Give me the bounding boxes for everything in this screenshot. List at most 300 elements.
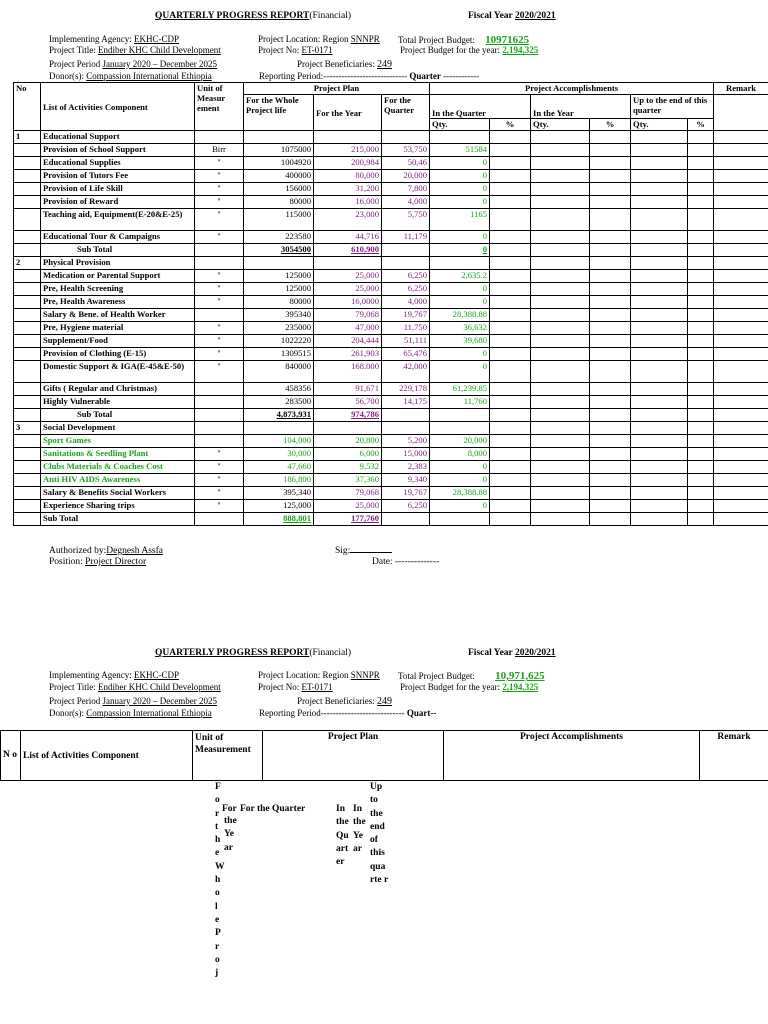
- cell-up-to-qty: [631, 209, 688, 231]
- cell-in-quarter-pct: [490, 170, 531, 183]
- cell-for-quarter: 4,000: [382, 296, 430, 309]
- cell-remark: [714, 270, 768, 283]
- cell-for-quarter: 5,750: [382, 209, 430, 231]
- cell-in-quarter-qty: 8,000: [430, 448, 490, 461]
- authorized-by: Authorized by:Degnesh Assfa: [49, 546, 163, 556]
- table-row: [14, 383, 768, 396]
- cell-up-to-pct: [688, 322, 714, 335]
- cell-remark: [714, 461, 768, 474]
- cell-up-to-pct: [688, 157, 714, 170]
- cell-in-year-qty: [531, 270, 590, 283]
- cell-no: [14, 157, 41, 170]
- cell-remark: [714, 422, 768, 435]
- cell-for-year: 16,000: [314, 196, 382, 209]
- cell-remark: [714, 500, 768, 513]
- cell-in-quarter-pct: [490, 487, 531, 500]
- cell-in-quarter-pct: [490, 196, 531, 209]
- cell-for-year: 974,786: [314, 409, 382, 422]
- cell-for-quarter: [382, 257, 430, 270]
- position: Position: Project Director: [49, 557, 147, 567]
- report1-project-no: Project No: ET-0171: [258, 45, 333, 55]
- header-qty: Qty.: [631, 119, 688, 131]
- header-remark-blank: [714, 95, 768, 131]
- table-row: [14, 448, 768, 461]
- table-row: [14, 144, 768, 157]
- cell-up-to-qty: [631, 474, 688, 487]
- cell-in-quarter-pct: [490, 244, 531, 257]
- cell-in-quarter-pct: [490, 131, 531, 144]
- cell-whole-life: 223580: [244, 231, 314, 244]
- table-row: [14, 270, 768, 283]
- cell-in-year-pct: [590, 474, 631, 487]
- cell-activity: Educational Tour & Campaigns: [41, 231, 195, 244]
- cell-in-quarter-qty: 0: [430, 196, 490, 209]
- cell-no: [14, 309, 41, 322]
- report1-agency: Implementing Agency: EKHC-CDP: [49, 34, 179, 44]
- cell-no: [14, 487, 41, 500]
- cell-in-quarter-qty: [430, 409, 490, 422]
- cell-in-quarter-qty: 0: [430, 461, 490, 474]
- t2-col-in-year: In the Ye ar: [353, 804, 366, 854]
- cell-in-year-pct: [590, 461, 631, 474]
- cell-up-to-pct: [688, 209, 714, 231]
- cell-in-quarter-qty: 28,388.88: [430, 487, 490, 500]
- cell-no: [14, 448, 41, 461]
- report2-total-budget: Total Project Budget: 10,971,625: [398, 670, 545, 682]
- cell-for-quarter: 50,46: [382, 157, 430, 170]
- cell-for-year: 200,984: [314, 157, 382, 170]
- t2-col-up-to: Up to the end of this qua rte r: [370, 782, 389, 886]
- cell-no: [14, 409, 41, 422]
- cell-remark: [714, 144, 768, 157]
- cell-in-year-pct: [590, 270, 631, 283]
- cell-whole-life: 3054500: [244, 244, 314, 257]
- cell-activity: Supplement/Food: [41, 335, 195, 348]
- cell-activity: Teaching aid, Equipment(E-20&E-25): [41, 209, 195, 231]
- cell-unit: [195, 131, 244, 144]
- table-row: [14, 283, 768, 296]
- report2-donor: Donor(s): Compassion International Ethiopia: [49, 708, 212, 718]
- header-qty: Qty.: [531, 119, 590, 131]
- cell-for-year: 20,800: [314, 435, 382, 448]
- cell-no: 3: [14, 422, 41, 435]
- header-accomplishments: Project Accomplishments: [430, 83, 714, 95]
- cell-in-year-pct: [590, 131, 631, 144]
- cell-in-year-qty: [531, 231, 590, 244]
- cell-for-quarter: 53,750: [382, 144, 430, 157]
- header-pct: %: [490, 119, 531, 131]
- cell-remark: [714, 196, 768, 209]
- table-row: [14, 322, 768, 335]
- table-row: [14, 196, 768, 209]
- cell-in-quarter-pct: [490, 183, 531, 196]
- cell-in-year-qty: [531, 487, 590, 500]
- table-row: [14, 157, 768, 170]
- cell-whole-life: 840000: [244, 361, 314, 383]
- cell-whole-life: 1004920: [244, 157, 314, 170]
- cell-in-year-qty: [531, 461, 590, 474]
- cell-in-year-pct: [590, 231, 631, 244]
- cell-unit: '': [195, 270, 244, 283]
- cell-in-year-qty: [531, 396, 590, 409]
- cell-up-to-qty: [631, 461, 688, 474]
- cell-unit: '': [195, 296, 244, 309]
- cell-in-quarter-pct: [490, 209, 531, 231]
- report2-project-no: Project No: ET-0171: [258, 682, 333, 692]
- cell-in-quarter-pct: [490, 409, 531, 422]
- cell-activity: Provision of Life Skill: [41, 183, 195, 196]
- cell-unit: '': [195, 487, 244, 500]
- report1-location: Project Location: Region SNNPR: [258, 34, 380, 44]
- cell-whole-life: 125,000: [244, 500, 314, 513]
- date: Date: --------------: [372, 557, 440, 567]
- cell-no: [14, 461, 41, 474]
- cell-no: [14, 348, 41, 361]
- cell-for-year: [314, 131, 382, 144]
- cell-whole-life: 1022220: [244, 335, 314, 348]
- cell-unit: [195, 309, 244, 322]
- cell-in-year-qty: [531, 309, 590, 322]
- cell-for-year: 79,068: [314, 487, 382, 500]
- cell-unit: [195, 257, 244, 270]
- cell-no: 1: [14, 131, 41, 144]
- cell-remark: [714, 231, 768, 244]
- cell-for-year: 79,068: [314, 309, 382, 322]
- cell-whole-life: 395,340: [244, 487, 314, 500]
- cell-remark: [714, 170, 768, 183]
- cell-for-quarter: 9,340: [382, 474, 430, 487]
- cell-in-year-pct: [590, 283, 631, 296]
- cell-in-year-qty: [531, 144, 590, 157]
- cell-up-to-pct: [688, 448, 714, 461]
- cell-up-to-qty: [631, 196, 688, 209]
- report1-period: Project Period January 2020 – December 2025: [49, 59, 217, 69]
- cell-for-quarter: 6,250: [382, 283, 430, 296]
- cell-for-quarter: 229,178: [382, 383, 430, 396]
- cell-in-year-pct: [590, 422, 631, 435]
- cell-in-year-pct: [590, 487, 631, 500]
- cell-whole-life: 235000: [244, 322, 314, 335]
- header-qty: Qty.: [430, 119, 490, 131]
- cell-unit: '': [195, 196, 244, 209]
- cell-for-year: 215,000: [314, 144, 382, 157]
- cell-whole-life: 888,801: [244, 513, 314, 526]
- cell-activity: Pre, Hygiene material: [41, 322, 195, 335]
- cell-in-quarter-pct: [490, 257, 531, 270]
- cell-in-year-pct: [590, 335, 631, 348]
- table-row: [14, 335, 768, 348]
- cell-unit: '': [195, 183, 244, 196]
- cell-up-to-pct: [688, 170, 714, 183]
- cell-in-quarter-qty: 0: [430, 231, 490, 244]
- cell-in-year-qty: [531, 335, 590, 348]
- cell-no: [14, 209, 41, 231]
- cell-activity: Provision of Reward: [41, 196, 195, 209]
- cell-unit: '': [195, 231, 244, 244]
- cell-activity: Physical Provision: [41, 257, 195, 270]
- cell-in-year-qty: [531, 170, 590, 183]
- cell-in-quarter-qty: [430, 131, 490, 144]
- table-row: [14, 257, 768, 270]
- cell-in-year-pct: [590, 396, 631, 409]
- cell-in-quarter-qty: [430, 422, 490, 435]
- table-row: [14, 348, 768, 361]
- table-row: [14, 170, 768, 183]
- t2-header-accomplishments: Project Accomplishments: [444, 731, 700, 781]
- cell-whole-life: 186,800: [244, 474, 314, 487]
- cell-in-year-qty: [531, 244, 590, 257]
- cell-up-to-pct: [688, 231, 714, 244]
- cell-for-quarter: 11,750: [382, 322, 430, 335]
- cell-in-year-pct: [590, 409, 631, 422]
- cell-no: [14, 283, 41, 296]
- cell-in-year-qty: [531, 513, 590, 526]
- header-project-plan: Project Plan: [244, 83, 430, 95]
- cell-up-to-pct: [688, 244, 714, 257]
- cell-up-to-qty: [631, 309, 688, 322]
- table-row: [14, 396, 768, 409]
- report2-location: Project Location: Region SNNPR: [258, 670, 380, 680]
- table-row: [14, 474, 768, 487]
- cell-up-to-pct: [688, 474, 714, 487]
- cell-for-quarter: 19,767: [382, 309, 430, 322]
- cell-up-to-qty: [631, 513, 688, 526]
- cell-up-to-qty: [631, 335, 688, 348]
- cell-for-year: 168.000: [314, 361, 382, 383]
- cell-remark: [714, 348, 768, 361]
- cell-up-to-qty: [631, 361, 688, 383]
- cell-activity: Gifts ( Regular and Christmas): [41, 383, 195, 396]
- cell-in-quarter-pct: [490, 144, 531, 157]
- activities-table: [13, 82, 768, 526]
- cell-for-year: 16,0000: [314, 296, 382, 309]
- cell-up-to-qty: [631, 296, 688, 309]
- t2-header-unit: Unit of Measurement: [193, 731, 263, 781]
- cell-activity: Social Development: [41, 422, 195, 435]
- cell-activity: Anti HIV AIDS Awareness: [41, 474, 195, 487]
- cell-up-to-pct: [688, 144, 714, 157]
- header-no: No: [14, 83, 41, 131]
- header-pct: %: [590, 119, 631, 131]
- header-activities: List of Activities Component: [41, 83, 195, 131]
- cell-up-to-pct: [688, 396, 714, 409]
- cell-activity: Sub Total: [41, 244, 195, 257]
- cell-in-year-pct: [590, 361, 631, 383]
- table-row: [14, 461, 768, 474]
- cell-for-quarter: 11,179: [382, 231, 430, 244]
- cell-unit: '': [195, 157, 244, 170]
- header-in-year: In the Year: [531, 95, 631, 119]
- cell-up-to-qty: [631, 244, 688, 257]
- cell-remark: [714, 296, 768, 309]
- cell-in-year-pct: [590, 257, 631, 270]
- cell-up-to-pct: [688, 461, 714, 474]
- cell-in-year-pct: [590, 244, 631, 257]
- cell-in-quarter-qty: 20,000: [430, 435, 490, 448]
- cell-for-quarter: 2,383: [382, 461, 430, 474]
- report1-donor: Donor(s): Compassion International Ethiopia: [49, 71, 212, 81]
- t2-col-for: For: [222, 804, 237, 814]
- cell-no: [14, 361, 41, 383]
- t2-col-year: the Ye ar: [224, 816, 237, 853]
- cell-up-to-pct: [688, 487, 714, 500]
- cell-up-to-pct: [688, 283, 714, 296]
- cell-in-quarter-qty: 11,760: [430, 396, 490, 409]
- cell-up-to-qty: [631, 435, 688, 448]
- cell-for-quarter: 19,767: [382, 487, 430, 500]
- cell-activity: Educational Supplies: [41, 157, 195, 170]
- cell-unit: '': [195, 448, 244, 461]
- cell-activity: Highly Vulnerable: [41, 396, 195, 409]
- report2-reporting-period: Reporting Period---------------------------- Quart--: [259, 708, 437, 718]
- cell-in-year-qty: [531, 183, 590, 196]
- cell-whole-life: 125000: [244, 270, 314, 283]
- cell-remark: [714, 257, 768, 270]
- cell-in-year-qty: [531, 257, 590, 270]
- cell-in-quarter-qty: 39,680: [430, 335, 490, 348]
- cell-in-quarter-pct: [490, 296, 531, 309]
- cell-for-quarter: 4,000: [382, 196, 430, 209]
- cell-unit: [195, 409, 244, 422]
- cell-activity: Educational Support: [41, 131, 195, 144]
- cell-in-year-qty: [531, 448, 590, 461]
- cell-up-to-qty: [631, 409, 688, 422]
- table-row: [14, 309, 768, 322]
- cell-unit: [195, 244, 244, 257]
- cell-in-quarter-pct: [490, 461, 531, 474]
- cell-remark: [714, 448, 768, 461]
- cell-in-year-pct: [590, 348, 631, 361]
- cell-in-quarter-pct: [490, 335, 531, 348]
- cell-remark: [714, 183, 768, 196]
- table-row: [14, 244, 768, 257]
- cell-in-quarter-qty: [430, 257, 490, 270]
- cell-up-to-qty: [631, 183, 688, 196]
- cell-in-quarter-pct: [490, 231, 531, 244]
- cell-in-quarter-qty: 51584: [430, 144, 490, 157]
- table-row: [14, 209, 768, 231]
- cell-whole-life: 80000: [244, 196, 314, 209]
- t2-col-quarter: For the Quarter: [240, 804, 306, 814]
- cell-up-to-qty: [631, 422, 688, 435]
- cell-unit: '': [195, 322, 244, 335]
- cell-activity: Salary & Bene. of Health Worker: [41, 309, 195, 322]
- cell-for-year: 31,200: [314, 183, 382, 196]
- t2-col-whole: F o r t h e W h o l e P r o j: [215, 782, 225, 979]
- cell-no: [14, 296, 41, 309]
- cell-unit: '': [195, 361, 244, 383]
- cell-in-year-pct: [590, 448, 631, 461]
- cell-in-year-pct: [590, 144, 631, 157]
- cell-in-year-qty: [531, 196, 590, 209]
- cell-unit: '': [195, 335, 244, 348]
- report1-total-budget: Total Project Budget: 10971625: [398, 34, 530, 46]
- table-row: [14, 435, 768, 448]
- cell-for-year: [314, 257, 382, 270]
- cell-in-quarter-qty: 61,239.85: [430, 383, 490, 396]
- cell-unit: '': [195, 348, 244, 361]
- cell-whole-life: 115000: [244, 209, 314, 231]
- cell-in-quarter-qty: 0: [430, 244, 490, 257]
- cell-activity: Pre, Health Screening: [41, 283, 195, 296]
- cell-whole-life: [244, 257, 314, 270]
- cell-unit: '': [195, 283, 244, 296]
- cell-no: [14, 244, 41, 257]
- cell-in-year-pct: [590, 196, 631, 209]
- header-remark: Remark: [714, 83, 768, 95]
- cell-activity: Experience Sharing trips: [41, 500, 195, 513]
- cell-for-quarter: 14,175: [382, 396, 430, 409]
- cell-up-to-pct: [688, 131, 714, 144]
- cell-remark: [714, 487, 768, 500]
- cell-in-quarter-pct: [490, 474, 531, 487]
- cell-remark: [714, 396, 768, 409]
- cell-for-quarter: 7,800: [382, 183, 430, 196]
- cell-in-year-qty: [531, 209, 590, 231]
- cell-remark: [714, 383, 768, 396]
- cell-no: [14, 144, 41, 157]
- cell-remark: [714, 322, 768, 335]
- cell-in-quarter-pct: [490, 513, 531, 526]
- cell-in-year-pct: [590, 170, 631, 183]
- table-row: [14, 183, 768, 196]
- table-row: [14, 361, 768, 383]
- cell-in-quarter-qty: 36,632: [430, 322, 490, 335]
- cell-whole-life: 47,660: [244, 461, 314, 474]
- cell-up-to-pct: [688, 335, 714, 348]
- cell-unit: '': [195, 170, 244, 183]
- cell-up-to-pct: [688, 296, 714, 309]
- cell-up-to-qty: [631, 487, 688, 500]
- cell-unit: '': [195, 461, 244, 474]
- cell-in-quarter-pct: [490, 422, 531, 435]
- cell-no: [14, 474, 41, 487]
- cell-up-to-pct: [688, 196, 714, 209]
- cell-up-to-pct: [688, 435, 714, 448]
- cell-remark: [714, 309, 768, 322]
- header-for-quarter: For the Quarter: [382, 95, 430, 131]
- cell-whole-life: 156000: [244, 183, 314, 196]
- cell-for-quarter: 6,250: [382, 500, 430, 513]
- cell-in-year-pct: [590, 322, 631, 335]
- cell-in-quarter-pct: [490, 396, 531, 409]
- cell-in-year-qty: [531, 500, 590, 513]
- cell-in-quarter-qty: 0: [430, 183, 490, 196]
- cell-in-year-qty: [531, 157, 590, 170]
- cell-for-quarter: 51,111: [382, 335, 430, 348]
- cell-unit: '': [195, 474, 244, 487]
- t2-header-plan: Project Plan: [263, 731, 444, 781]
- cell-in-year-qty: [531, 348, 590, 361]
- cell-for-year: 610,900: [314, 244, 382, 257]
- cell-for-quarter: [382, 422, 430, 435]
- table-row: [14, 500, 768, 513]
- cell-remark: [714, 335, 768, 348]
- report2-agency: Implementing Agency: EKHC-CDP: [49, 670, 179, 680]
- cell-for-quarter: 5,200: [382, 435, 430, 448]
- cell-in-year-pct: [590, 383, 631, 396]
- cell-in-quarter-qty: 1165: [430, 209, 490, 231]
- cell-no: [14, 513, 41, 526]
- cell-whole-life: 125000: [244, 283, 314, 296]
- cell-for-year: 37,360: [314, 474, 382, 487]
- cell-up-to-qty: [631, 170, 688, 183]
- cell-up-to-qty: [631, 144, 688, 157]
- cell-in-quarter-qty: 0: [430, 283, 490, 296]
- cell-in-year-pct: [590, 435, 631, 448]
- cell-in-quarter-pct: [490, 309, 531, 322]
- report2-fiscal-year: Fiscal Year 2020/2021: [468, 648, 556, 658]
